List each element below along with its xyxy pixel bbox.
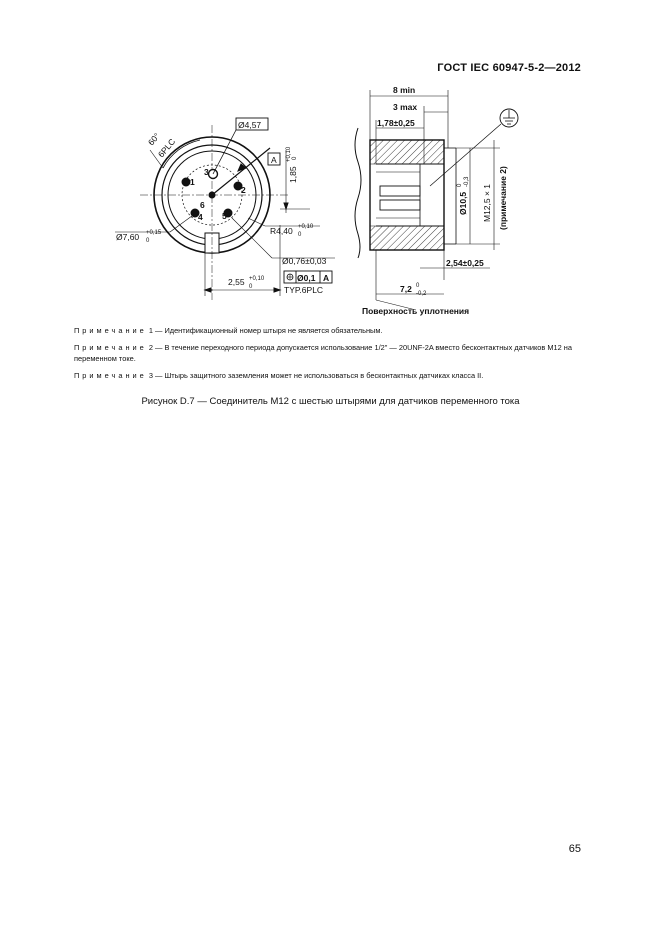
thread-m12: М12,5 × 1: [482, 183, 492, 222]
dim-d760: Ø7,60: [116, 232, 140, 242]
dim-d105-tol-upper: 0: [457, 183, 463, 187]
pin-label-3: 3: [204, 167, 209, 177]
dim-178: 1,78±0,25: [377, 118, 415, 128]
position-tol-datum: A: [323, 273, 330, 283]
dim-d457: Ø4,57: [238, 120, 262, 130]
note-1: [74, 325, 584, 336]
note-2-text: 2 — В течение переходного периода допускается использование 1/2" — 20UNF-2A вместо бесконтактных датчиков М12 на переменном токе.: [74, 343, 572, 363]
pin-label-1: 1: [190, 177, 195, 187]
pin-label-6: 6: [200, 200, 205, 210]
dim-3max: 3 max: [393, 102, 418, 112]
pin-1: [182, 178, 190, 186]
dim-r440: R4,40: [270, 226, 293, 236]
note-3: [74, 370, 584, 381]
notes-block: [74, 325, 584, 387]
typ-6plc-label: TYP.6PLC: [284, 285, 324, 295]
dim-d076: Ø0,76±0,03: [282, 256, 327, 266]
technical-drawing: [0, 0, 661, 330]
note-1-text: 1 — Идентификационный номер штыря не является обязательным.: [146, 326, 383, 335]
pin-label-5: 5: [222, 211, 227, 221]
note-2: [74, 342, 584, 364]
dim-185: 1,85: [288, 166, 298, 183]
dim-d760-tol-lower: 0: [146, 238, 150, 244]
dim-r440-tol-lower: 0: [298, 232, 302, 238]
pin-label-4: 4: [198, 212, 203, 222]
position-tol-value: Ø0,1: [297, 273, 316, 283]
dim-254: 2,54±0,25: [446, 258, 484, 268]
figure-caption: Рисунок D.7 — Соединитель М12 с шестью штырями для датчиков переменного тока: [141, 396, 520, 407]
dim-185-tol-upper: +0,10: [286, 146, 292, 162]
dim-255-tol-upper: +0,10: [249, 276, 265, 282]
dim-255-tol-lower: 0: [249, 284, 253, 290]
dim-72-tol-lower: -0,2: [416, 291, 427, 297]
datum-a-label: A: [271, 155, 277, 165]
note-1-label: Примечание: [74, 326, 147, 335]
dim-72-tol-upper: 0: [416, 283, 420, 289]
angle-60-label: 60°: [145, 131, 162, 148]
dim-185-tol-lower: 0: [292, 156, 298, 160]
dim-d105-tol-lower: -0,3: [464, 176, 470, 187]
dim-8min: 8 min: [393, 85, 416, 95]
plc6-label: 6PLC: [155, 136, 178, 160]
note-3-text: 3 — Штырь защитного заземления может не использоваться в бесконтактных датчиках класса II.: [146, 371, 484, 380]
thread-note2: (примечание 2): [498, 166, 508, 230]
page-number: 65: [568, 843, 581, 855]
seal-surface-label: Поверхность уплотнения: [362, 306, 470, 316]
dim-255: 2,55: [228, 277, 245, 287]
pin-label-2: 2: [241, 185, 246, 195]
standard-header: ГОСТ IEC 60947-5-2—2012: [437, 62, 581, 74]
dim-r440-tol-upper: +0,10: [298, 224, 314, 230]
dim-72: 7,2: [400, 284, 412, 294]
note-3-label: Примечание: [74, 371, 147, 380]
dim-d105: Ø10,5: [458, 191, 468, 215]
dim-d760-tol-upper: +0,15: [146, 230, 162, 236]
note-2-label: Примечание: [74, 343, 147, 352]
